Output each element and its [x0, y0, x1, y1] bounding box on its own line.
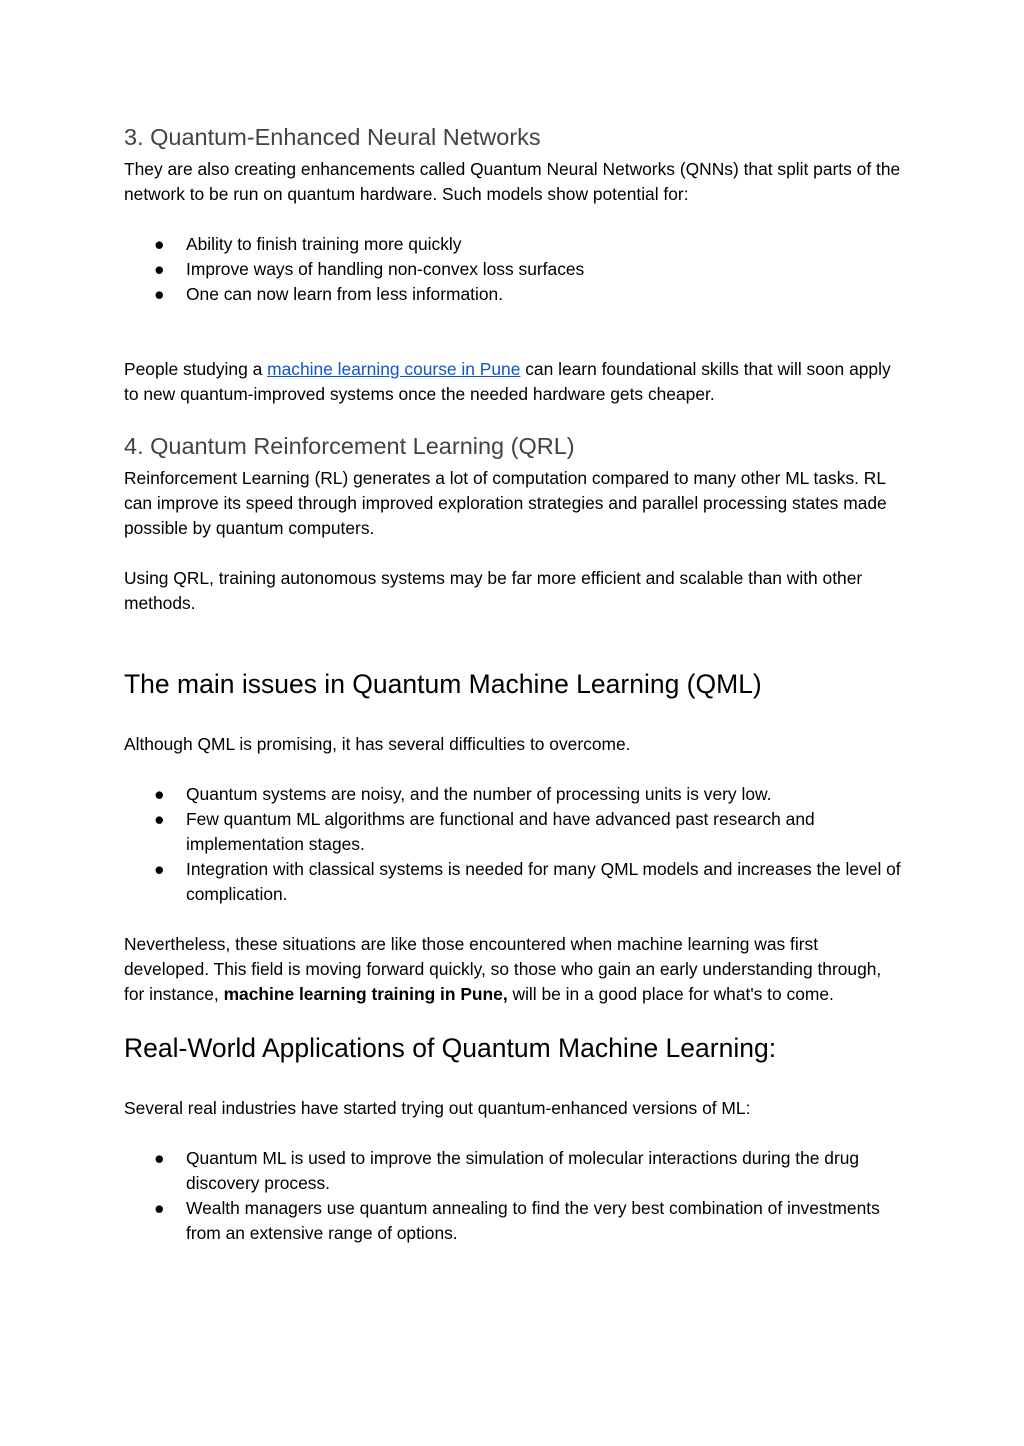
- bullet-icon: ●: [154, 1148, 165, 1168]
- bullet-icon: ●: [154, 284, 165, 304]
- issues-bullet-list: [124, 782, 904, 907]
- list-item: ● Quantum systems are noisy, and the number of processing units is very low.: [124, 782, 904, 807]
- list-item: ● Quantum ML is used to improve the simulation of molecular interactions during the drug discovery process.: [154, 1148, 860, 1193]
- section-heading-issues: The main issues in Quantum Machine Learning (QML): [124, 669, 762, 699]
- list-item: ● Integration with classical systems is needed for many QML models and increases the level of complication.: [154, 859, 901, 904]
- list-item: ● One can now learn from less information.: [124, 282, 904, 307]
- section-heading-applications: Real-World Applications of Quantum Machine Learning:: [124, 1033, 777, 1063]
- list-item: ● Few quantum ML algorithms are functional and have advanced past research and implementation stages.: [154, 809, 815, 854]
- applications-intro: Several real industries have started trying out quantum-enhanced versions of ML:: [124, 1098, 751, 1118]
- bullet-icon: ●: [154, 859, 165, 879]
- bullet-icon: ●: [154, 809, 165, 829]
- course-paragraph: People studying a machine learning course in Pune can learn foundational skills that will soon apply to new quantum-improved systems once the needed hardware gets cheaper.: [124, 359, 891, 404]
- issues-closing: Nevertheless, these situations are like those encountered when machine learning was first developed. This field is moving forward quickly, so those who gain an early understanding through, for instance, machine learning training in Pune, will be in a good place for what's to come.: [124, 934, 882, 1004]
- bullet-icon: ●: [154, 1198, 165, 1218]
- list-item: ● Improve ways of handling non-convex loss surfaces: [124, 257, 904, 282]
- qnn-intro: They are also creating enhancements called Quantum Neural Networks (QNNs) that split parts of the network to be run on quantum hardware. Such models show potential for:: [124, 159, 901, 204]
- section-heading-qrl: 4. Quantum Reinforcement Learning (QRL): [124, 433, 575, 459]
- list-item: ● Wealth managers use quantum annealing to find the very best combination of investments from an extensive range of options.: [154, 1198, 880, 1243]
- qrl-paragraph-1: Reinforcement Learning (RL) generates a lot of computation compared to many other ML tasks. RL can improve its speed through improved exploration strategies and parallel processing states made possible by quantum computers.: [124, 468, 887, 538]
- section-heading-qnn: 3. Quantum-Enhanced Neural Networks: [124, 124, 541, 150]
- training-emphasis: machine learning training in Pune,: [223, 984, 508, 1004]
- course-link[interactable]: machine learning course in Pune: [267, 359, 521, 379]
- bullet-icon: ●: [154, 784, 165, 804]
- qnn-bullet-list: [124, 232, 904, 307]
- bullet-icon: ●: [154, 234, 165, 254]
- qrl-paragraph-2: Using QRL, training autonomous systems may be far more efficient and scalable than with other methods.: [124, 568, 863, 613]
- issues-intro: Although QML is promising, it has several difficulties to overcome.: [124, 734, 631, 754]
- bullet-icon: ●: [154, 259, 165, 279]
- document-page: [124, 120, 904, 1246]
- list-item: ● Ability to finish training more quickly: [124, 232, 904, 257]
- applications-bullet-list: [124, 1146, 904, 1246]
